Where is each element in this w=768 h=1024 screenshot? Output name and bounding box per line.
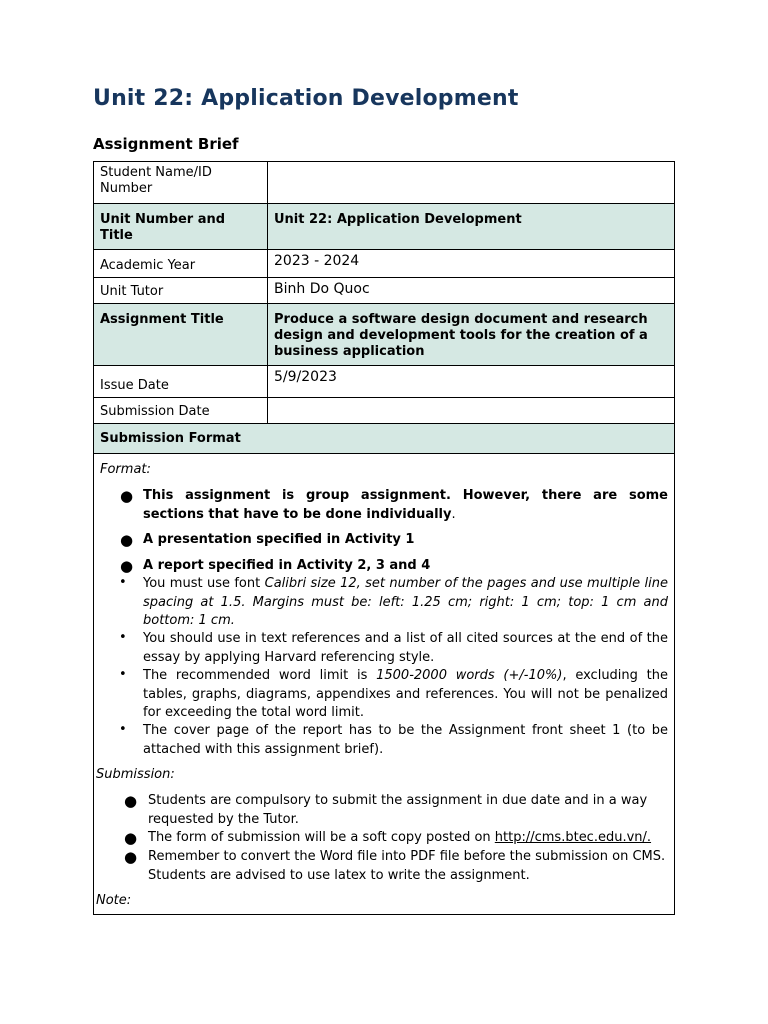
bullet-icon: ●	[124, 792, 138, 810]
word-limit-intro: The recommended word limit is	[143, 668, 377, 683]
issue-date-label: Issue Date	[94, 366, 268, 398]
bullet-icon: ●	[120, 531, 134, 549]
submission-date-value	[268, 398, 675, 424]
list-item	[94, 829, 668, 849]
list-item	[94, 667, 668, 723]
table-row	[94, 366, 675, 398]
small-bullet-icon: •	[119, 667, 127, 682]
assignment-info-table	[93, 161, 675, 454]
format-bullet-group: This assignment is group assignment. However, there are some sections that have to be done individually	[143, 488, 668, 522]
list-item	[94, 630, 668, 668]
format-label: Format:	[100, 462, 151, 477]
assignment-title-value: Produce a software design document and research design and development tools for the creation of a business application	[268, 304, 675, 366]
unit-number-label: Unit Number and Title	[94, 204, 268, 250]
submission-item-pdf: Remember to convert the Word file into PDF file before the submission on CMS. Students are advised to use latex to write the assignment.	[148, 849, 666, 883]
assignment-title-label: Assignment Title	[94, 304, 268, 366]
list-item	[94, 557, 668, 577]
bullet-icon: ●	[124, 829, 138, 847]
academic-year-label: Academic Year	[94, 250, 268, 278]
section-heading-assignment-brief: Assignment Brief	[93, 135, 239, 153]
student-name-value	[268, 162, 675, 204]
issue-date-value: 5/9/2023	[268, 366, 675, 398]
cover-page-requirement: The cover page of the report has to be the Assignment front sheet 1 (to be attached with this assignment brief).	[143, 723, 668, 757]
list-item	[94, 722, 668, 760]
bullet-icon: ●	[120, 557, 134, 575]
table-row	[94, 304, 675, 366]
list-item	[94, 575, 668, 631]
academic-year-value: 2023 - 2024	[268, 250, 675, 278]
list-item	[94, 531, 668, 551]
table-row	[94, 250, 675, 278]
table-row	[94, 398, 675, 424]
cms-link[interactable]: http://cms.btec.edu.vn/.	[494, 830, 652, 845]
table-row	[94, 278, 675, 304]
unit-tutor-label: Unit Tutor	[94, 278, 268, 304]
list-item	[94, 848, 668, 886]
word-limit-detail: , excluding the tables, graphs, diagrams, appendixes and references. You will not be penalized for exceeding the total word limit.	[143, 668, 668, 720]
small-bullet-icon: •	[119, 630, 127, 645]
font-requirement-detail: Calibri size 12, set number of the pages and use multiple line spacing at 1.5. Margins must be: left: 1.25 cm; right: 1 cm; top: 1 cm and bottom: 1 cm.	[143, 576, 668, 628]
format-bullet-report: A report specified in Activity 2, 3 and 4	[143, 558, 431, 573]
list-item	[94, 487, 668, 527]
submission-format-heading: Submission Format	[94, 424, 675, 454]
submission-item-due-date: Students are compulsory to submit the assignment in due date and in a way requested by the Tutor.	[148, 793, 648, 827]
small-bullet-icon: •	[119, 722, 127, 737]
submission-date-label: Submission Date	[94, 398, 268, 424]
table-row	[94, 424, 675, 454]
note-label: Note:	[96, 893, 132, 908]
bullet-icon: ●	[124, 848, 138, 866]
table-row	[94, 204, 675, 250]
references-requirement: You should use in text references and a list of all cited sources at the end of the essay by applying Harvard referencing style.	[143, 631, 668, 665]
unit-number-value: Unit 22: Application Development	[268, 204, 675, 250]
submission-item-soft-copy: The form of submission will be a soft copy posted on	[148, 830, 495, 845]
word-limit-value: 1500-2000 words (+/-10%)	[376, 668, 563, 683]
format-bullet-end: .	[451, 506, 456, 522]
unit-tutor-value: Binh Do Quoc	[268, 278, 675, 304]
font-requirement-intro: You must use font	[143, 576, 265, 591]
format-bullet-presentation: A presentation specified in Activity 1	[143, 532, 415, 547]
list-item	[94, 792, 668, 830]
submission-format-body	[93, 454, 675, 915]
submission-label: Submission:	[96, 767, 175, 782]
student-name-label: Student Name/ID Number	[94, 162, 268, 204]
document-title: Unit 22: Application Development	[93, 86, 519, 111]
table-row	[94, 162, 675, 204]
bullet-icon: ●	[120, 487, 134, 505]
small-bullet-icon: •	[119, 575, 127, 590]
